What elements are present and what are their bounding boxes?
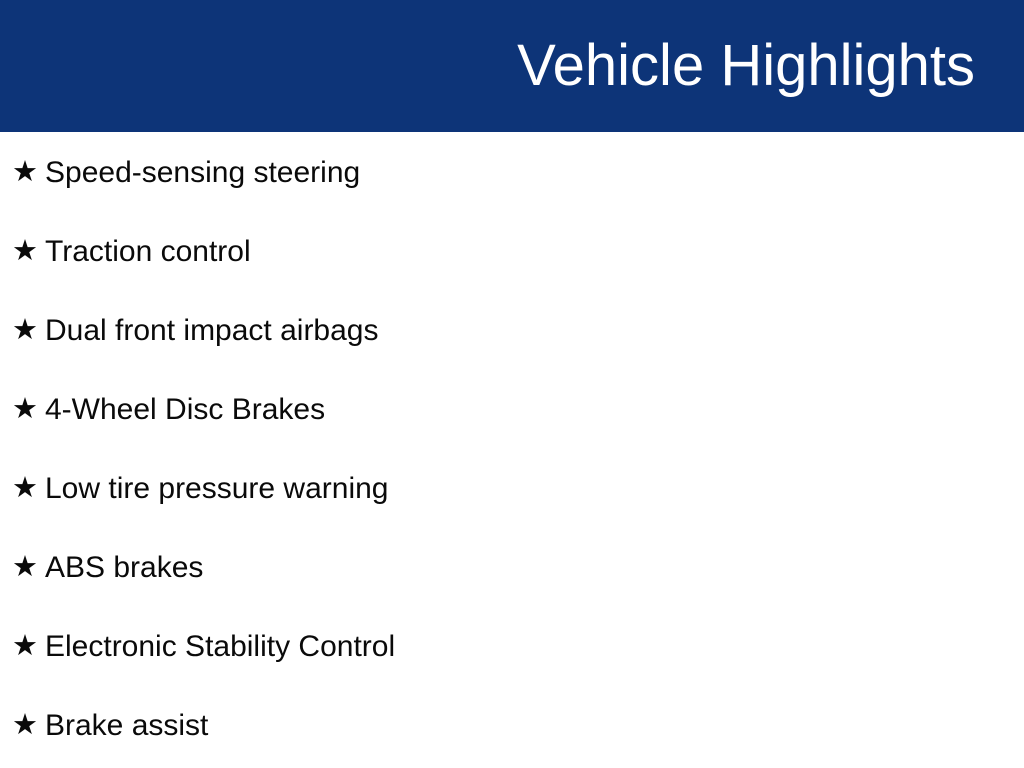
- star-bullet-icon: ★: [12, 630, 38, 662]
- list-item: [0, 370, 1024, 449]
- star-bullet-icon: ★: [12, 314, 38, 346]
- list-item-label: Dual front impact airbags: [45, 313, 379, 347]
- star-bullet-icon: ★: [12, 709, 38, 741]
- list-item: [0, 686, 1024, 765]
- list-item-label: Low tire pressure warning: [45, 471, 389, 505]
- list-item-label: Electronic Stability Control: [45, 629, 396, 663]
- slide-header: [0, 0, 1024, 132]
- list-item-label: Traction control: [45, 234, 251, 268]
- list-item: [0, 607, 1024, 686]
- slide-title: Vehicle Highlights: [517, 33, 975, 98]
- list-item: [0, 291, 1024, 370]
- list-item: [0, 528, 1024, 607]
- star-bullet-icon: ★: [12, 235, 38, 267]
- list-item: [0, 133, 1024, 212]
- star-bullet-icon: ★: [12, 472, 38, 504]
- list-item-label: ABS brakes: [45, 550, 204, 584]
- list-item: [0, 212, 1024, 291]
- star-bullet-icon: ★: [12, 156, 38, 188]
- list-item-label: Speed-sensing steering: [45, 155, 361, 189]
- list-item: [0, 449, 1024, 528]
- highlights-list: [0, 132, 1024, 765]
- list-item-label: Brake assist: [45, 708, 209, 742]
- list-item-label: 4-Wheel Disc Brakes: [45, 392, 326, 426]
- star-bullet-icon: ★: [12, 551, 38, 583]
- star-bullet-icon: ★: [12, 393, 38, 425]
